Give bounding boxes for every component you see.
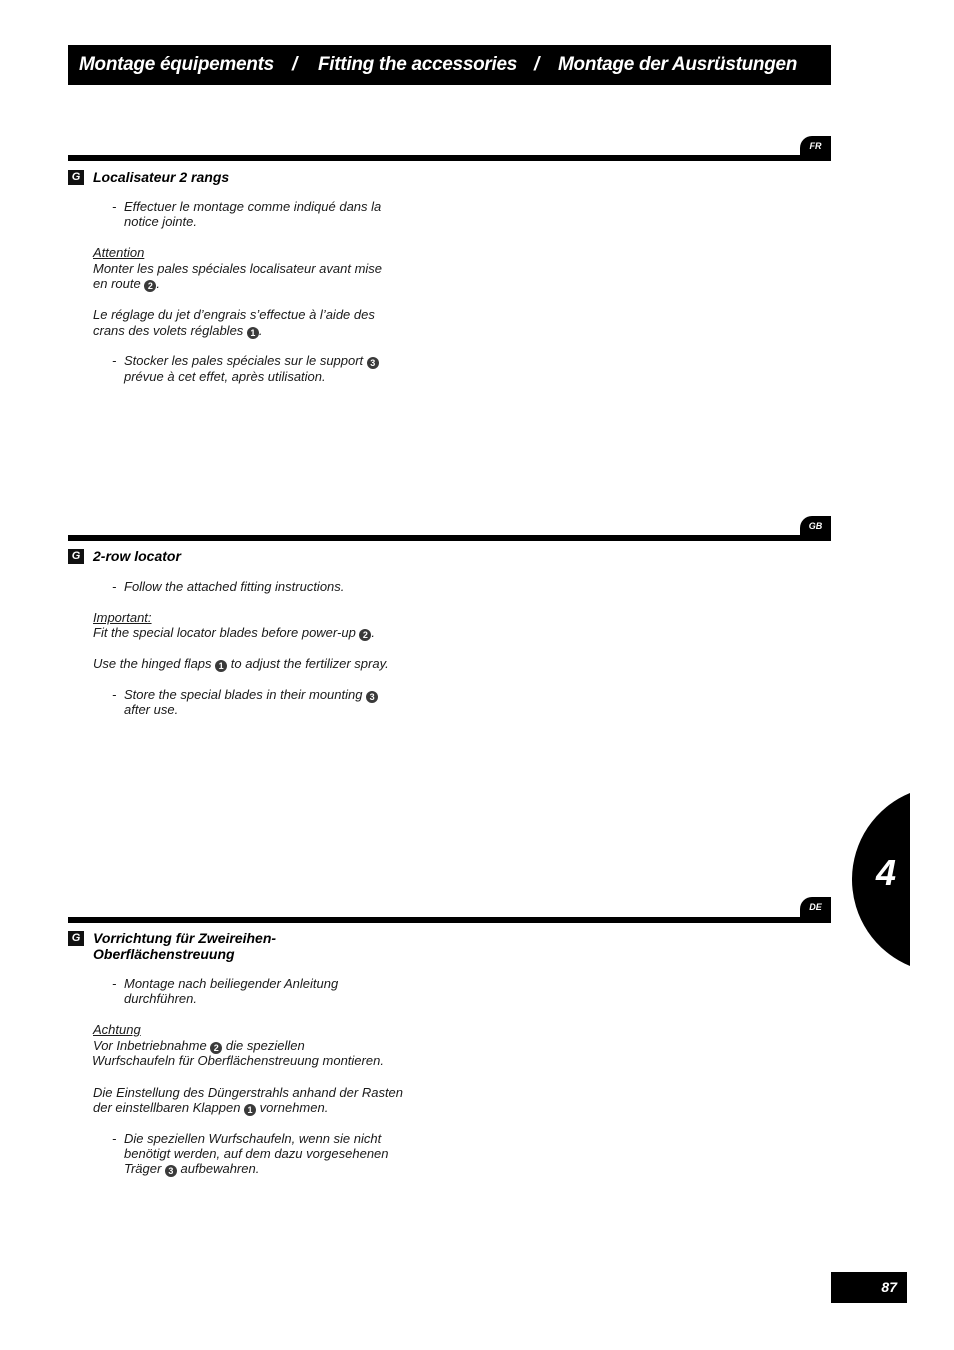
header-title-de: Montage der Ausrüstungen xyxy=(558,54,798,75)
line-text-after: to adjust the fertilizer spray. xyxy=(227,656,389,671)
line-text-after: . xyxy=(371,625,376,640)
line-text: Store the special blades in their mounting xyxy=(124,687,367,702)
step-line: Montage nach beiliegender Anleitung xyxy=(124,976,339,991)
callout-3: 3 xyxy=(366,691,378,703)
step-line xyxy=(124,353,379,369)
note-label: Important: xyxy=(93,610,152,625)
adjust-line xyxy=(93,323,263,339)
section-title: Vorrichtung für Zweireihen- xyxy=(93,930,277,946)
adjust-line xyxy=(93,1100,328,1116)
step-dash: - xyxy=(112,976,117,991)
step-dash: - xyxy=(112,199,117,214)
line-text-after: . xyxy=(258,323,263,338)
note-label: Achtung xyxy=(93,1022,141,1037)
step-line: Die speziellen Wurfschaufeln, wenn sie nicht xyxy=(124,1131,382,1146)
adjust-line: Le réglage du jet d’engrais s’effectue à l’aide des xyxy=(93,307,375,322)
language-tab-de: DE xyxy=(800,897,831,919)
callout-1: 1 xyxy=(244,1104,256,1116)
adjust-line: Die Einstellung des Düngerstrahls anhand der Rasten xyxy=(93,1085,404,1100)
callout-2: 2 xyxy=(210,1042,222,1054)
step-line: Follow the attached fitting instructions. xyxy=(124,579,345,594)
step-dash: - xyxy=(112,353,117,368)
step-dash: - xyxy=(112,687,117,702)
header-separator: / xyxy=(534,54,539,75)
note-line xyxy=(93,625,375,641)
note-line: Monter les pales spéciales localisateur avant mise xyxy=(93,261,383,276)
step-line: prévue à cet effet, après utilisation. xyxy=(124,369,326,384)
step-line xyxy=(124,1161,259,1177)
step-line: durchführen. xyxy=(124,991,197,1006)
note-label: Attention xyxy=(93,245,145,260)
callout-2: 2 xyxy=(144,280,156,292)
line-text-after: . xyxy=(156,276,160,291)
section-title: 2-row locator xyxy=(93,548,181,564)
note-line: Wurfschaufeln für Oberflächenstreuung montieren. xyxy=(92,1053,384,1068)
line-text: der einstellbaren Klappen xyxy=(93,1100,245,1115)
step-line: after use. xyxy=(124,702,179,717)
header-title-gb: Fitting the accessories xyxy=(318,54,518,75)
chapter-number: 4 xyxy=(876,852,897,893)
line-text-after: aufbewahren. xyxy=(176,1161,260,1176)
header-title-fr: Montage équipements xyxy=(79,54,274,75)
figure-badge: G xyxy=(68,170,84,185)
callout-3: 3 xyxy=(165,1165,177,1177)
callout-1: 1 xyxy=(215,660,227,672)
line-text: Träger xyxy=(124,1161,165,1176)
header-separator: / xyxy=(292,54,297,75)
line-text-after: vornehmen. xyxy=(256,1100,329,1115)
section-title: Oberflächenstreuung xyxy=(93,946,235,962)
figure-badge: G xyxy=(68,549,84,564)
line-text-after: die speziellen xyxy=(222,1038,305,1053)
section-rule-gb xyxy=(68,535,831,541)
step-line xyxy=(124,687,378,703)
callout-3: 3 xyxy=(367,357,379,369)
page-header-bar xyxy=(68,45,831,85)
adjust-line xyxy=(93,656,389,672)
line-text: crans des volets réglables xyxy=(93,323,247,338)
line-text: en route xyxy=(93,276,145,291)
callout-1: 1 xyxy=(247,327,259,339)
line-text: Vor Inbetriebnahme xyxy=(93,1038,211,1053)
figure-badge: G xyxy=(68,931,84,946)
section-title: Localisateur 2 rangs xyxy=(93,169,230,185)
language-tab-gb: GB xyxy=(800,516,831,538)
step-line: benötigt werden, auf dem dazu vorgesehenen xyxy=(124,1146,389,1161)
step-dash: - xyxy=(112,579,117,594)
step-line: notice jointe. xyxy=(124,214,197,229)
chapter-tab xyxy=(852,793,910,966)
section-rule-de xyxy=(68,917,831,923)
page-number: 87 xyxy=(831,1272,907,1303)
line-text: Fit the special locator blades before power-up xyxy=(93,625,360,640)
line-text: Stocker les pales spéciales sur le support xyxy=(124,353,367,368)
note-line xyxy=(93,1038,305,1054)
line-text: Use the hinged flaps xyxy=(93,656,216,671)
section-rule-fr xyxy=(68,155,831,161)
language-tab-fr: FR xyxy=(800,136,831,158)
step-dash: - xyxy=(112,1131,117,1146)
step-line: Effectuer le montage comme indiqué dans la xyxy=(124,199,382,214)
note-line xyxy=(93,276,160,292)
callout-2: 2 xyxy=(359,629,371,641)
